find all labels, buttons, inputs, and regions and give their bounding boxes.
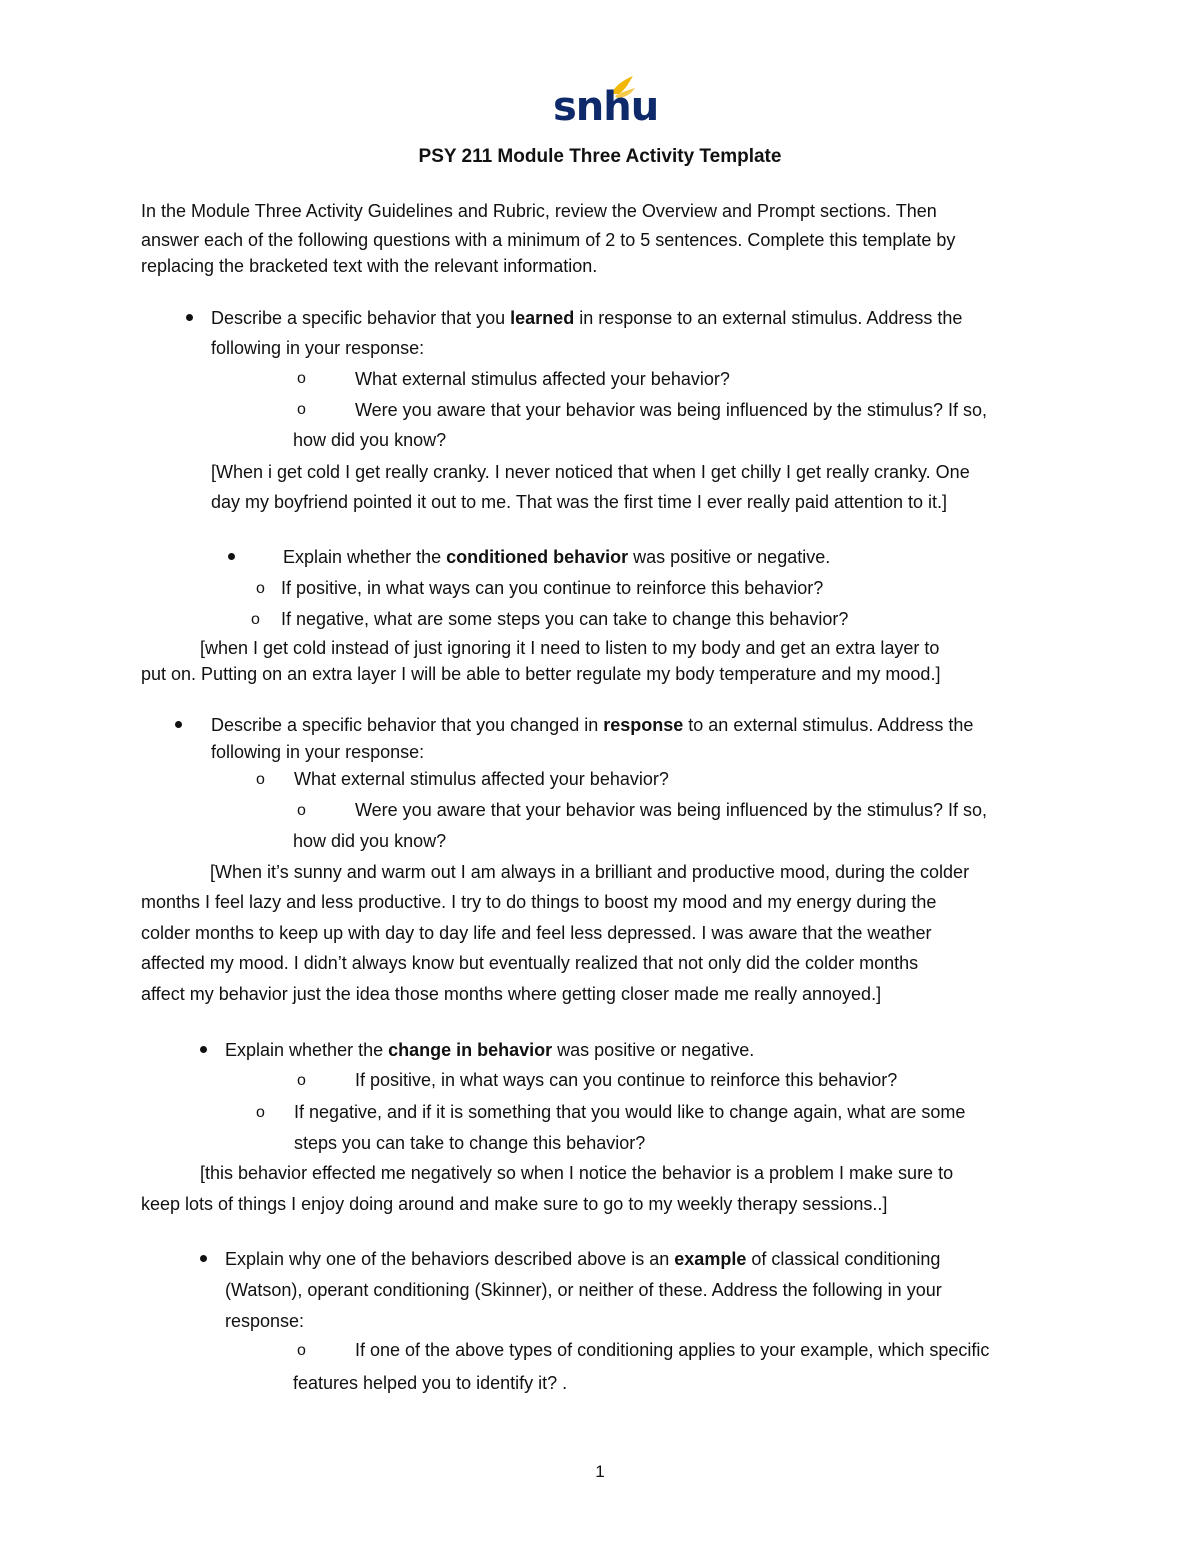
question-4-sub2-cont: steps you can take to change this behavior? — [294, 1133, 646, 1153]
question-3: Describe a specific behavior that you changed in response to an external stimulus. Address the — [211, 715, 974, 735]
question-4: Explain whether the change in behavior was positive or negative. — [225, 1040, 755, 1060]
question-3-sub1: What external stimulus affected your behavior? — [294, 769, 669, 789]
bullet-icon — [200, 1046, 207, 1053]
answer-1-line: [When i get cold I get really cranky. I never noticed that when I get chilly I get really cranky. One — [211, 462, 970, 482]
snhu-logo — [553, 72, 659, 134]
answer-2-line: [when I get cold instead of just ignoring it I need to listen to my body and get an extra layer to — [200, 638, 940, 658]
question-3-line2: following in your response: — [211, 742, 425, 762]
answer-3-line: months I feel lazy and less productive. I try to do things to boost my mood and my energy during the — [141, 892, 937, 912]
question-5-line2: (Watson), operant conditioning (Skinner), or neither of these. Address the following in your — [225, 1280, 942, 1300]
question-1-line2: following in your response: — [211, 338, 425, 358]
sub-bullet-icon: o — [297, 802, 306, 819]
answer-2-line: put on. Putting on an extra layer I will be able to better regulate my body temperature and my mood.] — [141, 664, 941, 684]
question-5-sub1: If one of the above types of conditioning applies to your example, which specific — [355, 1340, 990, 1360]
answer-3-line: affect my behavior just the idea those months where getting closer made me really annoyed.] — [141, 984, 882, 1004]
page-number: 1 — [595, 1462, 605, 1481]
sub-bullet-icon: o — [297, 401, 306, 418]
question-5-sub1-cont: features helped you to identify it? . — [293, 1373, 568, 1393]
intro-line: answer each of the following questions with a minimum of 2 to 5 sentences. Complete this template by — [141, 230, 956, 250]
sub-bullet-icon: o — [256, 580, 265, 597]
bullet-icon — [200, 1255, 207, 1262]
question-4-sub1: If positive, in what ways can you continue to reinforce this behavior? — [355, 1070, 898, 1090]
answer-3-line: [When it’s sunny and warm out I am always in a brilliant and productive mood, during the colder — [210, 862, 970, 882]
answer-4-line: keep lots of things I enjoy doing around and make sure to go to my weekly therapy sessions..] — [141, 1194, 888, 1214]
page-title: PSY 211 Module Three Activity Template — [418, 146, 782, 167]
question-3-sub2: Were you aware that your behavior was being influenced by the stimulus? If so, — [355, 800, 988, 820]
question-1-sub1: What external stimulus affected your behavior? — [355, 369, 730, 389]
answer-1-line: day my boyfriend pointed it out to me. That was the first time I ever really paid attention to it.] — [211, 492, 948, 512]
bullet-icon — [228, 553, 235, 560]
intro-line: In the Module Three Activity Guidelines and Rubric, review the Overview and Prompt sections. Then — [141, 201, 937, 221]
question-2: Explain whether the conditioned behavior was positive or negative. — [283, 547, 831, 567]
question-1: Describe a specific behavior that you learned in response to an external stimulus. Address the — [211, 308, 963, 328]
question-5: Explain why one of the behaviors described above is an example of classical conditioning — [225, 1249, 941, 1269]
sub-bullet-icon: o — [256, 771, 265, 788]
sub-bullet-icon: o — [297, 370, 306, 387]
bullet-icon — [175, 721, 182, 728]
sub-bullet-icon: o — [297, 1342, 306, 1359]
question-1-sub2-cont: how did you know? — [293, 430, 447, 450]
answer-3-line: colder months to keep up with day to day life and feel less depressed. I was aware that the weather — [141, 923, 932, 943]
question-2-sub2: If negative, what are some steps you can take to change this behavior? — [281, 609, 849, 629]
intro-line: replacing the bracketed text with the relevant information. — [141, 256, 598, 276]
question-2-sub1: If positive, in what ways can you continue to reinforce this behavior? — [281, 578, 824, 598]
question-5-line3: response: — [225, 1311, 305, 1331]
bullet-icon — [186, 314, 193, 321]
question-1-sub2: Were you aware that your behavior was being influenced by the stimulus? If so, — [355, 400, 988, 420]
question-3-sub2-cont: how did you know? — [293, 831, 447, 851]
logo-text: snhu — [553, 84, 659, 130]
sub-bullet-icon: o — [251, 611, 260, 628]
answer-3-line: affected my mood. I didn’t always know but eventually realized that not only did the colder months — [141, 953, 919, 973]
answer-4-line: [this behavior effected me negatively so when I notice the behavior is a problem I make sure to — [200, 1163, 954, 1183]
question-4-sub2: If negative, and if it is something that you would like to change again, what are some — [294, 1102, 966, 1122]
sub-bullet-icon: o — [297, 1072, 306, 1089]
sub-bullet-icon: o — [256, 1104, 265, 1121]
